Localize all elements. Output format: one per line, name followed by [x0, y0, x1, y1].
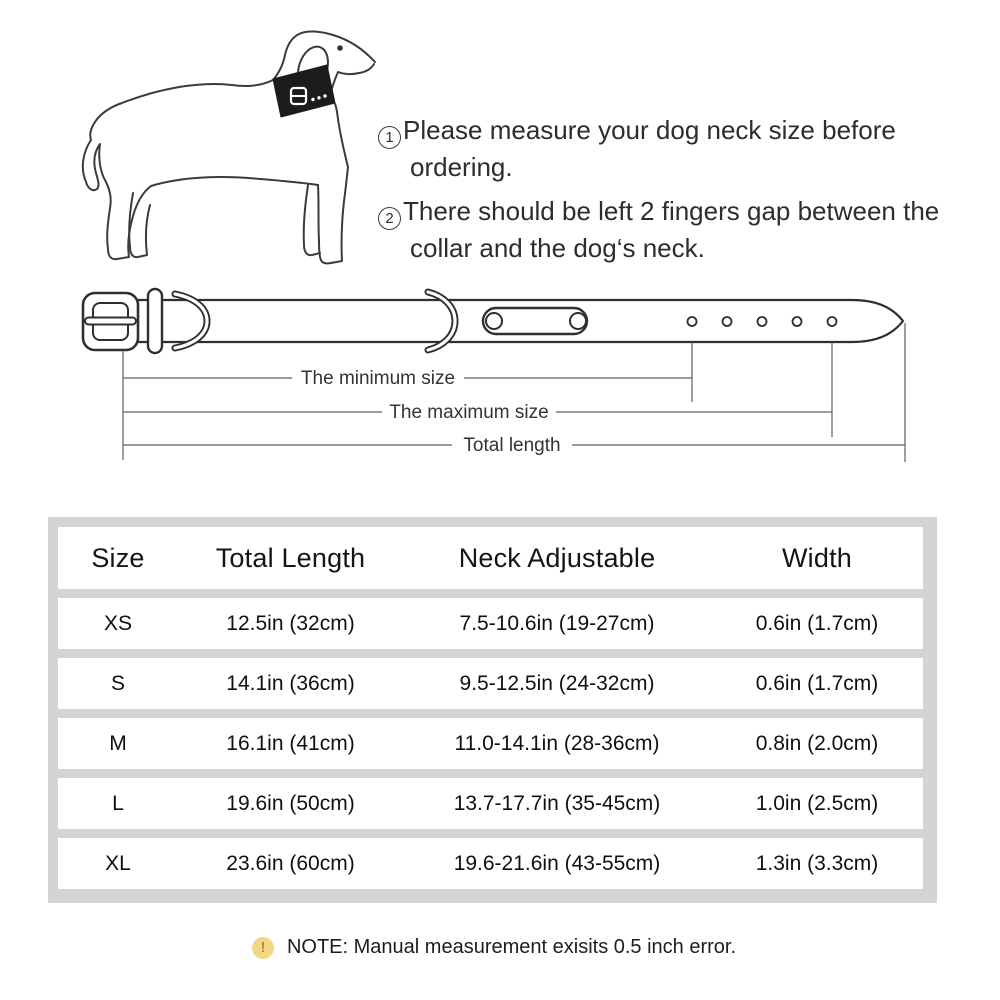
instruction-1-text: Please measure your dog neck size before ordering.: [403, 115, 896, 182]
size-table: [48, 517, 937, 903]
dog-collar: [273, 65, 335, 117]
min-size-label: The minimum size: [300, 368, 456, 389]
table-row-s: [58, 658, 923, 709]
cell-neck-adjustable: 19.6-21.6in (43-55cm): [453, 851, 661, 875]
table-row-l: [58, 778, 923, 829]
circled-1-icon: 1: [378, 126, 401, 149]
dog-front-leg-chest: [318, 104, 348, 263]
table-row-xs: [58, 598, 923, 649]
table-row-xl: [58, 838, 923, 889]
cell-width: 0.6in (1.7cm): [755, 671, 879, 695]
dog-far-rear-leg: [129, 193, 150, 257]
cell-total-length: 12.5in (32cm): [226, 611, 355, 635]
total-length-label: Total length: [463, 435, 561, 456]
table-header-row: [58, 527, 923, 589]
instruction-1: [378, 112, 970, 186]
collar-buckle: [83, 293, 138, 350]
dog-illustration: [70, 15, 385, 280]
collar-name-plate: [483, 308, 587, 334]
cell-total-length: 19.6in (50cm): [226, 791, 355, 815]
max-size-label: The maximum size: [389, 402, 549, 423]
cell-size: M: [109, 731, 127, 755]
cell-total-length: 23.6in (60cm): [226, 851, 355, 875]
cell-neck-adjustable: 13.7-17.7in (35-45cm): [453, 791, 661, 815]
dog-muzzle-outline: [329, 64, 374, 100]
cell-width: 1.0in (2.5cm): [755, 791, 879, 815]
warning-icon: !: [252, 937, 274, 959]
circled-2-icon: 2: [378, 207, 401, 230]
cell-size: S: [110, 671, 125, 695]
header-cell-neck-adjustable: Neck Adjustable: [458, 542, 656, 573]
measurement-note: [0, 936, 994, 959]
instruction-2: [378, 193, 970, 267]
cell-width: 0.6in (1.7cm): [755, 611, 879, 635]
cell-size: L: [112, 791, 124, 815]
collar-keeper-loop: [148, 289, 162, 353]
cell-size: XS: [103, 611, 132, 635]
cell-total-length: 16.1in (41cm): [226, 731, 355, 755]
cell-neck-adjustable: 9.5-12.5in (24-32cm): [459, 671, 655, 695]
table-row-m: [58, 718, 923, 769]
note-text: NOTE: Manual measurement exisits 0.5 inch error.: [286, 936, 737, 958]
cell-neck-adjustable: 11.0-14.1in (28-36cm): [454, 731, 660, 755]
instructions: [378, 112, 970, 274]
cell-total-length: 14.1in (36cm): [226, 671, 355, 695]
header-cell-width: Width: [781, 542, 853, 573]
dog-eye: [337, 45, 343, 51]
cell-width: 0.8in (2.0cm): [755, 731, 879, 755]
cell-size: XL: [105, 851, 131, 875]
cell-width: 1.3in (3.3cm): [755, 851, 879, 875]
header-cell-total-length: Total Length: [215, 542, 366, 573]
cell-neck-adjustable: 7.5-10.6in (19-27cm): [459, 611, 655, 635]
collar-diagram: [40, 280, 960, 475]
instruction-2-text: There should be left 2 fingers gap between the collar and the dog‘s neck.: [403, 196, 940, 263]
header-cell-size: Size: [91, 542, 145, 573]
